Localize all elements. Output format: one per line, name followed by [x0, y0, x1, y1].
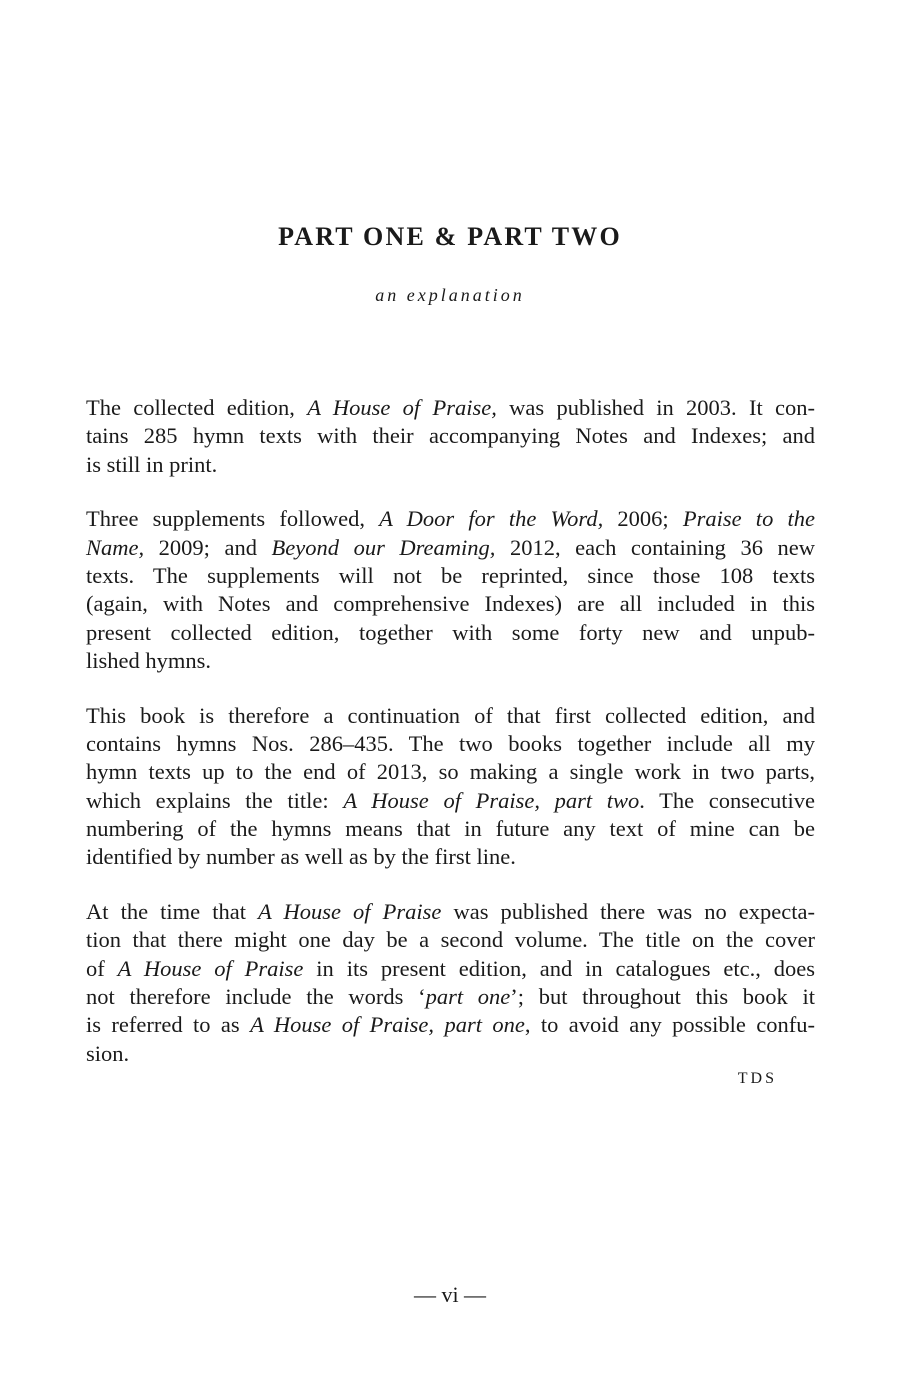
- text: , to avoid any possible confu-: [524, 1012, 815, 1038]
- text-line: [86, 394, 815, 422]
- text: present collected edition, together with some forty new and unpub-: [86, 619, 815, 645]
- text-line: [86, 647, 815, 675]
- text-line: [86, 1040, 815, 1068]
- italic-text: Name,: [86, 534, 145, 560]
- text: of: [86, 955, 118, 981]
- text-line: [86, 451, 815, 479]
- page-title: PART ONE & PART TWO: [278, 222, 622, 251]
- text: 2006;: [603, 506, 683, 532]
- paragraph: [86, 702, 815, 872]
- italic-text: A Door for the Word,: [379, 506, 604, 532]
- text: numbering of the hymns means that in future any text of mine can be: [86, 816, 815, 842]
- text: The collected edition,: [86, 395, 308, 420]
- text-line: [86, 534, 815, 562]
- text: texts. The supplements will not be reprinted, since those 108 texts: [86, 562, 815, 588]
- text-line: [86, 758, 815, 786]
- text: was published there was no expecta-: [441, 898, 816, 924]
- italic-text: A House of Praise, part two: [343, 787, 640, 813]
- page-number: — vi —: [413, 1282, 487, 1307]
- text: tion that there might one day be a second volume. The title on the cover: [86, 927, 815, 953]
- page-subtitle: an explanation: [375, 285, 525, 305]
- text-line: [86, 702, 815, 730]
- text: tains 285 hymn texts with their accompanying Notes and Indexes; and: [86, 423, 815, 449]
- text-line: [86, 422, 815, 450]
- text: hymn texts up to the end of 2013, so making a single work in two parts,: [86, 759, 815, 785]
- text: This book is therefore a continuation of that first collected edition, and: [86, 702, 815, 728]
- italic-text: A House of Praise, part one: [250, 1012, 525, 1038]
- body-text: [86, 394, 815, 1094]
- text: in its present edition, and in catalogues etc., does: [303, 955, 815, 981]
- text: Three supplements followed,: [86, 506, 380, 532]
- italic-text: A House of Praise: [117, 955, 304, 981]
- author-initials: TDS: [737, 1070, 777, 1087]
- text-line: [86, 1011, 815, 1039]
- text-line: [86, 898, 815, 926]
- text: lished hymns.: [86, 648, 212, 674]
- italic-text: A House of Praise: [258, 898, 442, 924]
- italic-text: Praise to the: [682, 506, 815, 532]
- text: . The consecutive: [639, 787, 816, 813]
- italic-text: A House of Praise,: [307, 395, 497, 420]
- text-line: [86, 505, 815, 533]
- paragraph: [86, 505, 815, 675]
- text-line: [86, 730, 815, 758]
- paragraph: [86, 394, 815, 479]
- text-line: [86, 983, 815, 1011]
- text-line: [86, 815, 815, 843]
- text-line: [86, 562, 815, 590]
- text: 2012, each containing 36 new: [495, 534, 816, 560]
- paragraph: [86, 898, 815, 1068]
- text: At the time that: [86, 898, 259, 924]
- text: identified by number as well as by the first line.: [86, 844, 516, 870]
- text: is still in print.: [86, 451, 218, 477]
- text-line: [86, 619, 815, 647]
- text-line: [86, 955, 815, 983]
- text: ’; but throughout this book it: [510, 984, 815, 1010]
- text: which explains the title:: [86, 787, 344, 813]
- text: (again, with Notes and comprehensive Indexes) are all included in this: [86, 591, 815, 617]
- text-line: [86, 590, 815, 618]
- text: is referred to as: [86, 1012, 251, 1038]
- text: 2009; and: [144, 534, 272, 560]
- italic-text: Beyond our Dreaming,: [271, 534, 496, 560]
- text-line: [86, 926, 815, 954]
- text: was published in 2003. It con-: [496, 395, 816, 420]
- text: not therefore include the words ‘: [86, 984, 426, 1010]
- text: sion.: [86, 1040, 130, 1066]
- text-line: [86, 843, 815, 871]
- text: contains hymns Nos. 286–435. The two books together include all my: [86, 730, 815, 756]
- text-line: [86, 787, 815, 815]
- italic-text: part one: [425, 984, 511, 1010]
